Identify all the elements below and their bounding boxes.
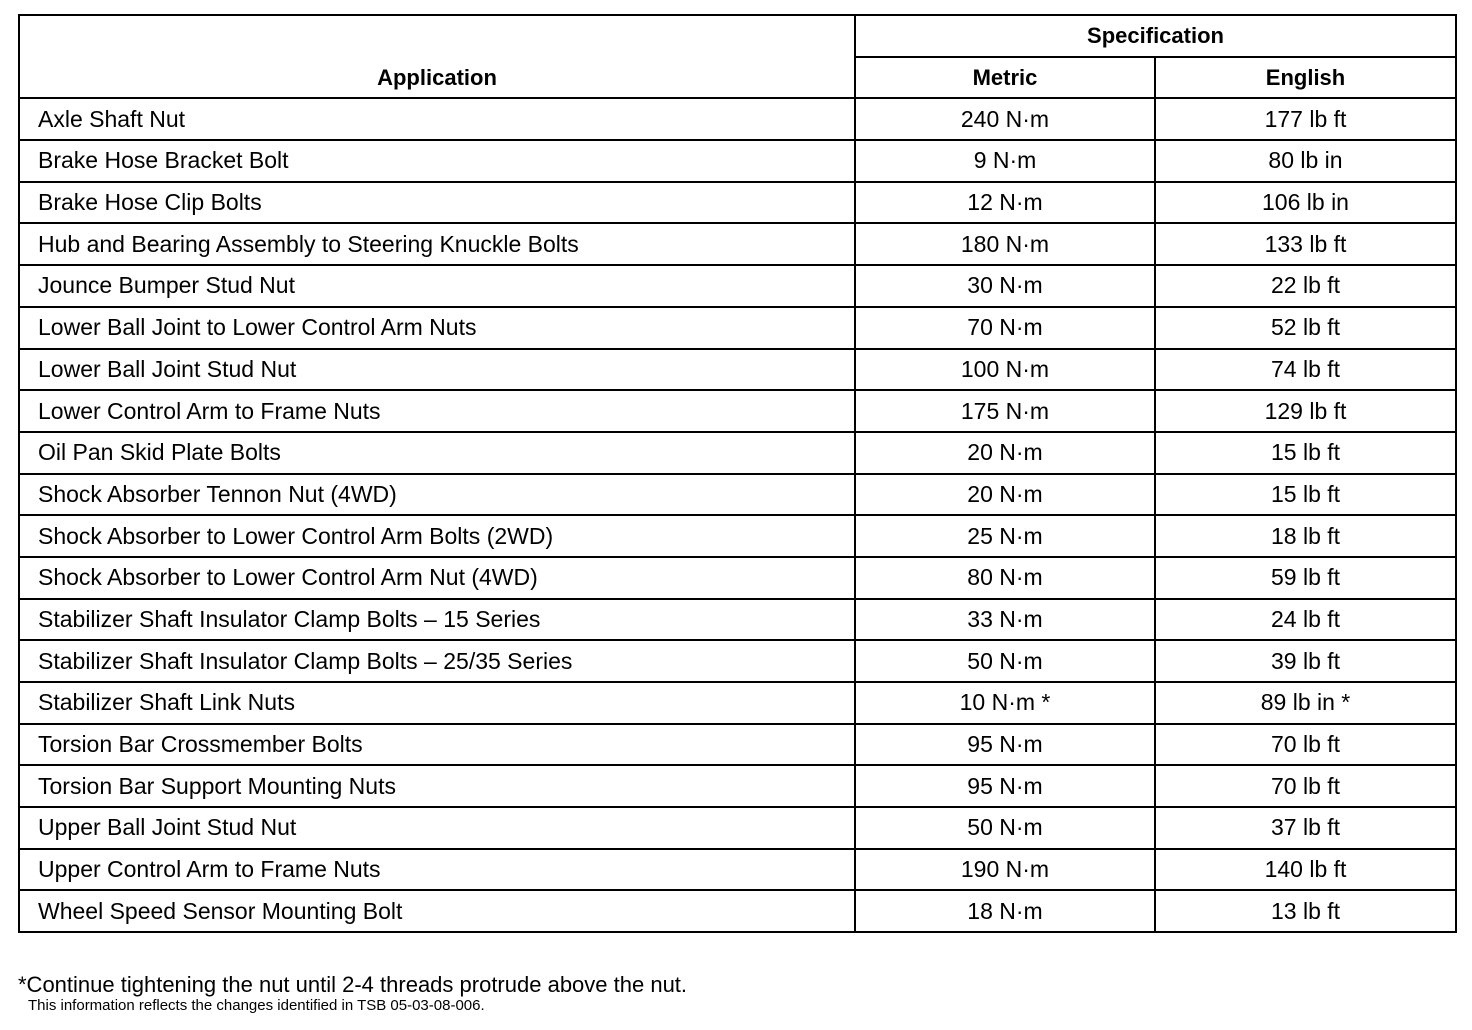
table-row — [19, 474, 1456, 516]
table-row — [19, 223, 1456, 265]
table-row — [19, 890, 1456, 932]
application-cell: Oil Pan Skid Plate Bolts — [19, 432, 855, 474]
application-cell: Jounce Bumper Stud Nut — [19, 265, 855, 307]
table-row — [19, 640, 1456, 682]
application-cell: Shock Absorber to Lower Control Arm Bolts (2WD) — [19, 515, 855, 557]
application-cell: Upper Control Arm to Frame Nuts — [19, 849, 855, 891]
table-row — [19, 765, 1456, 807]
specification-header: Specification — [855, 15, 1456, 57]
application-header: Application — [19, 15, 855, 98]
english-cell: 59 lb ft — [1155, 557, 1456, 599]
metric-header: Metric — [855, 57, 1155, 99]
english-cell: 80 lb in — [1155, 140, 1456, 182]
application-cell: Axle Shaft Nut — [19, 98, 855, 140]
english-cell: 133 lb ft — [1155, 223, 1456, 265]
table-row — [19, 307, 1456, 349]
english-cell: 22 lb ft — [1155, 265, 1456, 307]
table-row — [19, 599, 1456, 641]
english-cell: 89 lb in * — [1155, 682, 1456, 724]
english-cell: 70 lb ft — [1155, 724, 1456, 766]
metric-cell: 33 N·m — [855, 599, 1155, 641]
english-cell: 24 lb ft — [1155, 599, 1456, 641]
application-cell: Lower Ball Joint to Lower Control Arm Nuts — [19, 307, 855, 349]
torque-spec-table — [18, 14, 1457, 933]
application-cell: Hub and Bearing Assembly to Steering Knuckle Bolts — [19, 223, 855, 265]
metric-cell: 80 N·m — [855, 557, 1155, 599]
english-cell: 129 lb ft — [1155, 390, 1456, 432]
metric-cell: 9 N·m — [855, 140, 1155, 182]
english-cell: 70 lb ft — [1155, 765, 1456, 807]
application-cell: Lower Control Arm to Frame Nuts — [19, 390, 855, 432]
application-cell: Brake Hose Bracket Bolt — [19, 140, 855, 182]
spec-table-body — [19, 98, 1456, 932]
english-cell: 39 lb ft — [1155, 640, 1456, 682]
english-cell: 106 lb in — [1155, 182, 1456, 224]
table-row — [19, 349, 1456, 391]
metric-cell: 95 N·m — [855, 765, 1155, 807]
table-row — [19, 557, 1456, 599]
metric-cell: 100 N·m — [855, 349, 1155, 391]
english-cell: 52 lb ft — [1155, 307, 1456, 349]
application-cell: Upper Ball Joint Stud Nut — [19, 807, 855, 849]
metric-cell: 240 N·m — [855, 98, 1155, 140]
metric-cell: 180 N·m — [855, 223, 1155, 265]
metric-cell: 95 N·m — [855, 724, 1155, 766]
table-row — [19, 807, 1456, 849]
english-cell: 13 lb ft — [1155, 890, 1456, 932]
english-header: English — [1155, 57, 1456, 99]
application-cell: Torsion Bar Crossmember Bolts — [19, 724, 855, 766]
metric-cell: 30 N·m — [855, 265, 1155, 307]
tsb-note: This information reflects the changes identified in TSB 05-03-08-006. — [28, 997, 485, 1014]
metric-cell: 70 N·m — [855, 307, 1155, 349]
table-row — [19, 98, 1456, 140]
metric-cell: 175 N·m — [855, 390, 1155, 432]
english-cell: 140 lb ft — [1155, 849, 1456, 891]
table-row — [19, 515, 1456, 557]
table-row — [19, 265, 1456, 307]
metric-cell: 20 N·m — [855, 432, 1155, 474]
metric-cell: 25 N·m — [855, 515, 1155, 557]
english-cell: 74 lb ft — [1155, 349, 1456, 391]
footnote: *Continue tightening the nut until 2-4 threads protrude above the nut. — [18, 972, 688, 997]
application-cell: Torsion Bar Support Mounting Nuts — [19, 765, 855, 807]
english-cell: 15 lb ft — [1155, 474, 1456, 516]
table-row — [19, 182, 1456, 224]
english-cell: 177 lb ft — [1155, 98, 1456, 140]
application-cell: Shock Absorber Tennon Nut (4WD) — [19, 474, 855, 516]
application-cell: Wheel Speed Sensor Mounting Bolt — [19, 890, 855, 932]
metric-cell: 20 N·m — [855, 474, 1155, 516]
english-cell: 18 lb ft — [1155, 515, 1456, 557]
application-cell: Stabilizer Shaft Insulator Clamp Bolts – 25/35 Series — [19, 640, 855, 682]
table-row — [19, 140, 1456, 182]
metric-cell: 50 N·m — [855, 807, 1155, 849]
metric-cell: 190 N·m — [855, 849, 1155, 891]
metric-cell: 12 N·m — [855, 182, 1155, 224]
english-cell: 37 lb ft — [1155, 807, 1456, 849]
application-cell: Stabilizer Shaft Insulator Clamp Bolts – 15 Series — [19, 599, 855, 641]
table-row — [19, 432, 1456, 474]
metric-cell: 50 N·m — [855, 640, 1155, 682]
application-cell: Lower Ball Joint Stud Nut — [19, 349, 855, 391]
table-row — [19, 724, 1456, 766]
application-cell: Stabilizer Shaft Link Nuts — [19, 682, 855, 724]
metric-cell: 10 N·m * — [855, 682, 1155, 724]
table-row — [19, 390, 1456, 432]
table-row — [19, 849, 1456, 891]
application-cell: Shock Absorber to Lower Control Arm Nut (4WD) — [19, 557, 855, 599]
table-row — [19, 682, 1456, 724]
application-cell: Brake Hose Clip Bolts — [19, 182, 855, 224]
metric-cell: 18 N·m — [855, 890, 1155, 932]
english-cell: 15 lb ft — [1155, 432, 1456, 474]
